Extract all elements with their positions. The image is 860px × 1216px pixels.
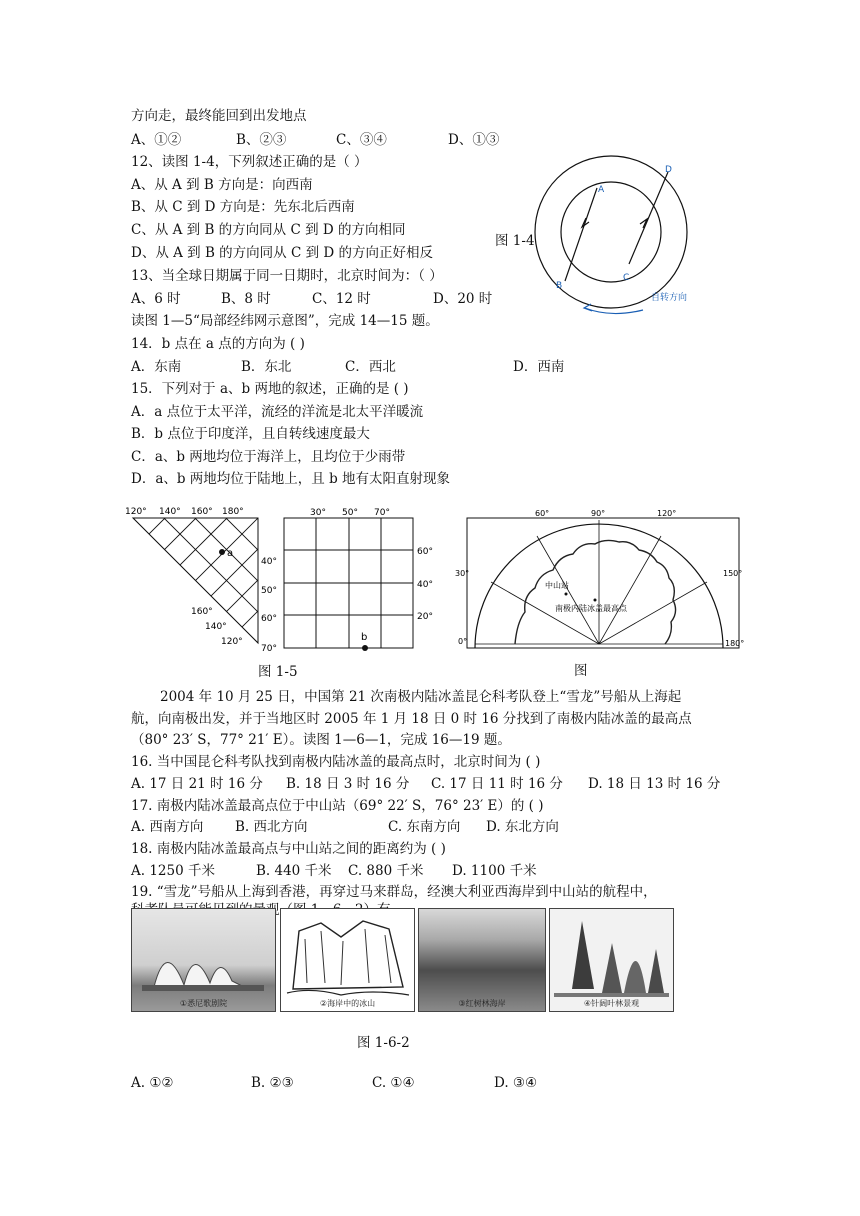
figure-1-4-caption: 图 1-4 (495, 233, 535, 249)
right-side-label-60: 60° (417, 547, 433, 557)
q18-option-d: D. 1100 千米 (452, 863, 537, 879)
q16-option-b: B. 18 日 3 时 16 分 (286, 776, 410, 792)
question-18: 18. 南极内陆冰盖最高点与中山站之间的距离约为 ( ) (131, 841, 446, 857)
q18-option-b: B. 440 千米 (256, 863, 332, 879)
q16-option-d: D. 18 日 13 时 16 分 (588, 776, 721, 792)
photo-mangrove (418, 908, 546, 1012)
inner-circle (561, 182, 661, 282)
q11-option-c: C、③④ (336, 132, 387, 148)
q15-option-d: D．a、b 两地均位于陆地上，且 b 地有太阳直射现象 (131, 471, 451, 487)
passage-line-2: 航，向南极出发，并于当地区时 2005 年 1 月 18 日 0 时 16 分找到了南极内陆冰盖的最高点 (131, 711, 692, 727)
photo-mixed-forest (549, 908, 674, 1012)
degree-label-180: 180° (725, 639, 745, 648)
degree-label-150: 150° (723, 569, 743, 578)
q12-option-c: C、从 A 到 B 的方向同从 C 到 D 的方向相同 (131, 222, 406, 238)
q15-option-b: B．b 点位于印度洋，且自转线速度最大 (131, 426, 370, 442)
question-19-line-1: 19. “雪龙”号船从上海到香港，再穿过马来群岛，经澳大利亚西海岸到中山站的航程中， (131, 884, 657, 900)
left-diag-label-160: 160° (191, 607, 213, 617)
question-17: 17. 南极内陆冰盖最高点位于中山站（69° 22′ S，76° 23′ E）的 ( ) (131, 798, 544, 814)
q14-option-b: B．东北 (241, 359, 292, 375)
point-b-label: b (361, 632, 368, 643)
q13-option-b: B、8 时 (221, 291, 271, 307)
question-15: 15．下列对于 a、b 两地的叙述，正确的是 ( ) (131, 381, 409, 397)
left-side-label-70: 70° (261, 644, 277, 654)
label-c: C (623, 273, 630, 283)
point-a (219, 549, 225, 555)
q16-option-c: C. 17 日 11 时 16 分 (431, 776, 563, 792)
question-11-tail: 方向走，最终能回到出发地点 (131, 108, 307, 124)
left-top-label-120: 120° (125, 507, 147, 517)
zhongshan-station-point (565, 593, 568, 596)
left-top-label-140: 140° (159, 507, 181, 517)
rotation-arrow-icon (585, 308, 643, 314)
photo-sydney-opera-house (131, 908, 276, 1012)
q13-option-d: D、20 时 (433, 291, 493, 307)
photo-iceberg (280, 908, 415, 1012)
photo-caption-2: ②海岸中的冰山 (319, 999, 376, 1008)
q19-option-c: C. ①④ (372, 1075, 415, 1091)
q12-option-a: A、从 A 到 B 方向是：向西南 (131, 177, 313, 193)
q16-option-a: A. 17 日 21 时 16 分 (131, 776, 263, 792)
q11-option-a: A、①② (131, 132, 182, 148)
left-diag-label-140: 140° (205, 622, 227, 632)
highest-point-label: 南极内陆冰盖最高点 (555, 604, 627, 613)
degree-label-120: 120° (657, 509, 677, 518)
q17-option-c: C. 东南方向 (388, 819, 461, 835)
left-side-label-60: 60° (261, 614, 277, 624)
q11-option-d: D、①③ (448, 132, 500, 148)
q19-option-d: D. ③④ (494, 1075, 538, 1091)
passage-line-1: 2004 年 10 月 25 日，中国第 21 次南极内陆冰盖昆仑科考队登上“雪龙”号船从上海起 (160, 689, 682, 705)
passage-line-3: （80° 23′ S，77° 21′ E）。读图 1—6—1，完成 16—19 题。 (131, 732, 511, 748)
label-a: A (598, 185, 605, 195)
figure-1-6-1-antarctic-map (455, 504, 745, 654)
figure-1-5-caption: 图 1-5 (258, 664, 298, 680)
left-diag-label-120: 120° (221, 637, 243, 647)
q14-option-a: A．东南 (131, 359, 182, 375)
right-side-label-40: 40° (417, 580, 433, 590)
figure-1-6-2-caption: 图 1-6-2 (357, 1035, 410, 1051)
zhongshan-station-label: 中山站 (545, 581, 569, 590)
left-side-label-40: 40° (261, 557, 277, 567)
point-a-label: a (227, 548, 234, 559)
q15-option-a: A．a 点位于太平洋，流经的洋流是北太平洋暖流 (131, 404, 424, 420)
left-top-label-180: 180° (222, 507, 244, 517)
line-c-d (629, 172, 668, 264)
figure-1-5-right-grid (278, 504, 443, 654)
q19-option-b: B. ②③ (251, 1075, 294, 1091)
figure-1-4 (525, 150, 705, 320)
question-16: 16. 当中国昆仑科考队找到南极内陆冰盖的最高点时，北京时间为 ( ) (131, 754, 541, 770)
right-top-label-50: 50° (342, 508, 358, 518)
figure-1-6-1-caption: 图 (574, 663, 588, 679)
right-side-label-20: 20° (417, 612, 433, 622)
left-side-label-50: 50° (261, 586, 277, 596)
q17-option-b: B. 西北方向 (235, 819, 308, 835)
left-top-label-160: 160° (191, 507, 213, 517)
q12-option-b: B、从 C 到 D 方向是：先东北后西南 (131, 199, 355, 215)
degree-label-90: 90° (591, 509, 606, 518)
q15-option-c: C．a、b 两地均位于海洋上，且均位于少雨带 (131, 449, 406, 465)
question-12: 12、读图 1-4，下列叙述正确的是（ ） (131, 154, 368, 170)
q17-option-a: A. 西南方向 (131, 819, 204, 835)
line-a-b (565, 188, 597, 281)
point-b (362, 645, 368, 651)
antarctic-coastline (515, 540, 676, 644)
q19-option-a: A. ①② (131, 1075, 174, 1091)
q18-option-c: C. 880 千米 (348, 863, 424, 879)
q13-option-c: C、12 时 (312, 291, 371, 307)
photo-caption-3: ③红树林海岸 (458, 999, 506, 1008)
degree-label-60: 60° (535, 509, 550, 518)
label-b: B (556, 281, 563, 291)
right-top-label-30: 30° (310, 508, 326, 518)
q12-option-d: D、从 A 到 B 的方向同从 C 到 D 的方向正好相反 (131, 245, 433, 261)
highest-point-marker (594, 599, 597, 602)
photo-caption-1: ①悉尼歌剧院 (179, 999, 228, 1008)
right-top-label-70: 70° (374, 508, 390, 518)
q14-option-c: C．西北 (345, 359, 396, 375)
q18-option-a: A. 1250 千米 (131, 863, 215, 879)
q14-option-d: D．西南 (513, 359, 565, 375)
question-14: 14．b 点在 a 点的方向为 ( ) (131, 336, 305, 352)
figure-1-5-left-grid (125, 502, 285, 657)
photo-caption-4: ④针阔叶林景观 (583, 999, 640, 1008)
degree-label-0: 0° (458, 637, 468, 646)
q13-option-a: A、6 时 (131, 291, 181, 307)
q17-option-d: D. 东北方向 (486, 819, 559, 835)
q11-option-b: B、②③ (236, 132, 287, 148)
reading-instruction-14-15: 读图 1—5“局部经纬网示意图”，完成 14—15 题。 (131, 313, 439, 329)
rotation-label: 自转方向 (651, 293, 688, 303)
label-d: D (665, 165, 672, 175)
degree-label-30: 30° (455, 569, 470, 578)
question-13: 13、当全球日期属于同一日期时，北京时间为：（ ） (131, 268, 443, 284)
